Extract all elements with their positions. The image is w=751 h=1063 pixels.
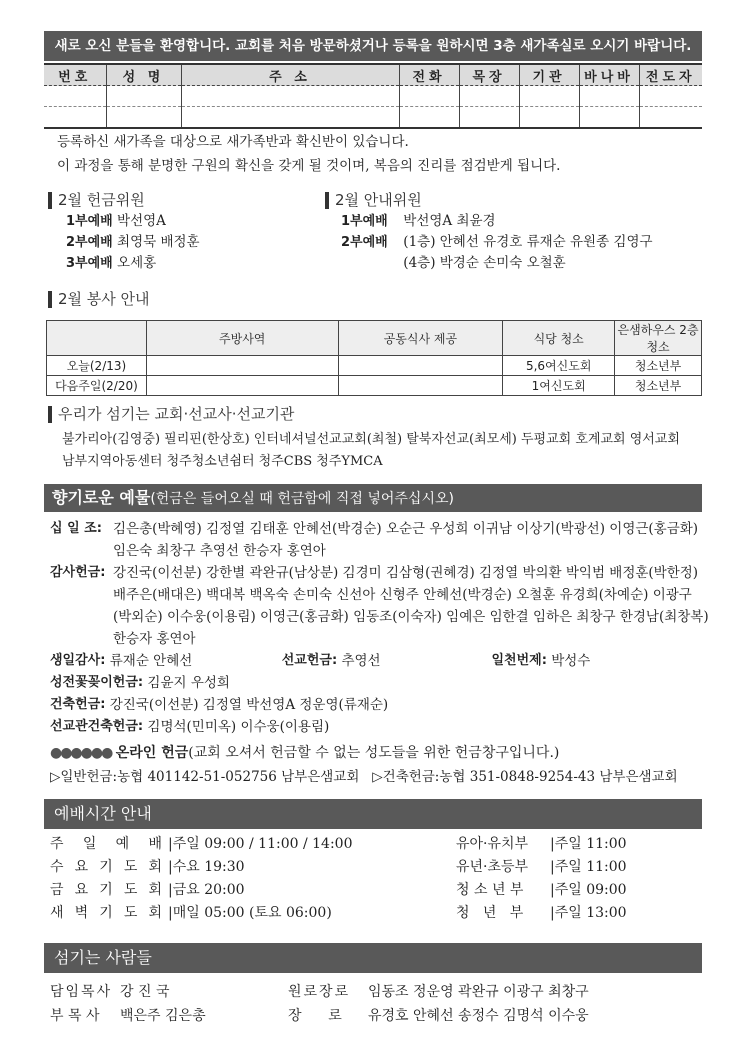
missions-title: 우리가 섬기는 교회·선교사·선교기관 — [48, 406, 294, 423]
col-name: 성 명 — [106, 64, 181, 86]
col-cell-group: 목장 — [459, 64, 519, 86]
col-house-cleaning: 은샘하우스 2층 청소 — [615, 321, 702, 356]
offering-list — [50, 518, 710, 738]
offering-banner — [44, 484, 702, 512]
col-address: 주 소 — [181, 64, 399, 86]
col-organization: 기관 — [519, 64, 579, 86]
online-offering-line: ●●●●●● 온라인 헌금(교회 오셔서 헌금할 수 없는 성도들을 위한 헌금창구입니다.) — [50, 745, 560, 761]
offering-committee-row: 2부예배 최영묵 배정훈 — [66, 234, 200, 250]
col-barnabas: 바나바 — [579, 64, 639, 86]
worship-row: 청 년 부 | 주일 13:00 — [456, 905, 627, 921]
worship-row: 금 요 기 도 회 | 금요 20:00 — [50, 882, 245, 898]
offering-committee-list — [66, 211, 200, 274]
usher-committee-row: (4층) 박경순 손미숙 오철훈 — [403, 255, 566, 271]
col-meal: 공동식사 제공 — [338, 321, 503, 356]
worship-banner: 예배시간 안내 — [44, 799, 702, 829]
bank-accounts — [50, 765, 678, 785]
welcome-banner: 새로 오신 분들을 환영합니다. 교회를 처음 방문하셨거나 등록을 원하시면 3층 새가족실로 오시기 바랍니다. — [44, 31, 702, 61]
service-row-today: 오늘(2/13) 5,6여신도회 청소년부 — [47, 356, 702, 376]
usher-committee-row: 2부예배 (1층) 안혜선 유경호 류재순 유원종 김영구 — [341, 234, 653, 250]
usher-committee-title: 2월 안내위원 — [325, 192, 422, 209]
building-account[interactable]: ▷건축헌금:농협 351-0848-9254-43 남부은샘교회 — [372, 769, 678, 785]
service-header-row — [47, 321, 702, 356]
newcomer-note-1: 등록하신 새가족을 대상으로 새가족반과 확신반이 있습니다. — [57, 134, 409, 150]
worship-right — [456, 833, 627, 925]
birthday-row: 생일감사: 류재순 안혜선 선교헌금: 추영선 일천번제: 박성수 — [50, 653, 591, 669]
worship-row: 유아·유치부 | 주일 11:00 — [456, 836, 627, 852]
usher-committee-list — [341, 211, 653, 274]
offering-committee-title: 2월 헌금위원 — [48, 192, 145, 209]
offering-subtitle: (헌금은 들어오실 때 헌금함에 직접 넣어주십시오) — [150, 491, 454, 507]
registration-row[interactable] — [44, 107, 702, 129]
col-phone: 전화 — [399, 64, 459, 86]
general-account[interactable]: ▷일반헌금:농협 401142-51-052756 남부은샘교회 — [50, 769, 360, 785]
worship-row: 청 소 년 부 | 주일 09:00 — [456, 882, 627, 898]
offering-committee-row: 3부예배 오세홍 — [66, 255, 157, 271]
worship-left — [50, 833, 353, 925]
service-title: 2월 봉사 안내 — [48, 291, 150, 308]
registration-header — [44, 64, 702, 86]
tithe-row: 십 일 조: 김은총(박혜영) 김정열 김태훈 안혜선(박경순) 오순근 우성희 이귀남 이상기(박광선) 이영근(홍금화) 임은숙 최창구 추영선 한승자 홍연아 — [50, 521, 699, 559]
flower-row: 성전꽃꽂이헌금: 김윤지 우성희 — [50, 675, 230, 691]
col-number: 번호 — [44, 64, 106, 86]
mission-building-row: 선교관건축헌금: 김명석(민미옥) 이수웅(이용림) — [50, 719, 330, 735]
registration-table — [44, 63, 702, 129]
staff-row: 부 목 사 백은주 김은총 장 로 유경호 안혜선 송정수 김명석 이수웅 — [50, 1008, 589, 1024]
service-row-next: 다음주일(2/20) 1여신도회 청소년부 — [47, 376, 702, 396]
offering-committee-row: 1부예배 박선영A — [66, 213, 166, 229]
worship-row: 새 벽 기 도 회 | 매일 05:00 (토요 06:00) — [50, 905, 332, 921]
staff-banner: 섬기는 사람들 — [44, 943, 702, 973]
newcomer-note-2: 이 과정을 통해 분명한 구원의 확신을 갖게 될 것이며, 복음의 진리를 점검받게 됩니다. — [57, 158, 561, 174]
missions-line-1: 불가리아(김영중) 필리핀(한상호) 인터네셔널선교교회(최철) 탈북자선교(최모세) 두평교회 호계교회 영서교회 — [62, 432, 680, 447]
thanks-row: 감사헌금: 강진국(이선분) 강한별 곽완규(남상분) 김경미 김삼형(권혜경) 김정열 박의환 박익범 배정훈(박한정) 배주은(배대은) 백대복 백옥숙 손미숙 신선아 신형주 안혜선(박경순) 오철훈 유경희(차예순) 이광구 (박외순) 이수웅(이용림) 이영근(홍금화) 임동조(이숙자) 임예은 임한결 임하은 최창구 한경남(최창복) 한승자 홍연아 — [50, 565, 709, 647]
offering-title: 향기로운 예물 — [52, 488, 151, 507]
worship-row: 유년·초등부 | 주일 11:00 — [456, 859, 627, 875]
service-table — [46, 320, 702, 396]
registration-row[interactable] — [44, 86, 702, 107]
worship-row: 수 요 기 도 회 | 수요 19:30 — [50, 859, 245, 875]
col-evangelist: 전도자 — [639, 64, 702, 86]
col-kitchen: 주방사역 — [146, 321, 338, 356]
staff-list — [50, 980, 710, 1028]
building-row: 건축헌금: 강진국(이선분) 김정열 박선영A 정운영(류재순) — [50, 697, 389, 713]
col-dining-cleaning: 식당 청소 — [503, 321, 615, 356]
worship-row: 주 일 예 배 | 주일 09:00 / 11:00 / 14:00 — [50, 836, 353, 852]
staff-row: 담임목사 강 진 국 원로장로 임동조 정운영 곽완규 이광구 최창구 — [50, 984, 589, 1000]
missions-line-2: 남부지역아동센터 청주청소년쉼터 청주CBS 청주YMCA — [62, 454, 383, 469]
usher-committee-row: 1부예배 박선영A 최윤경 — [341, 213, 496, 229]
dots-icon: ●●●●●● — [50, 745, 112, 761]
